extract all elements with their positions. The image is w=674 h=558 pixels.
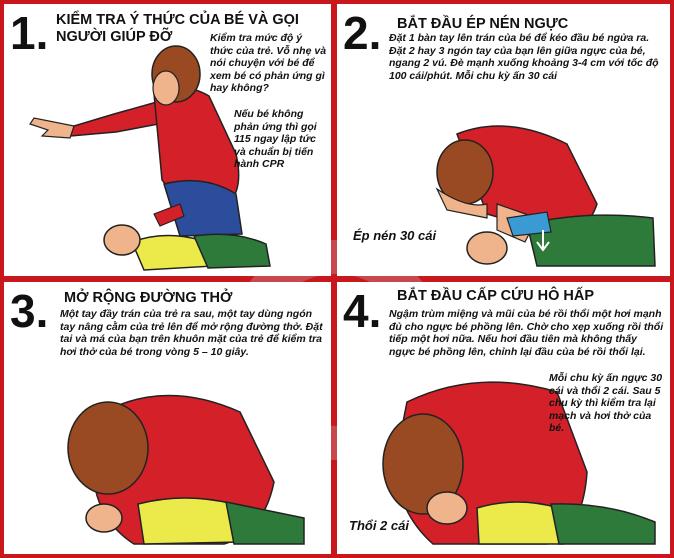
step-2-caption: Ép nén 30 cái [353,228,437,243]
step-4-text-a: Ngậm trùm miệng và mũi của bé rồi thổi một hơi mạnh đủ cho ngực bé phồng lên. Chờ cho xẹp xuống rồi thổi tiếp một hơi nữa. Nếu hơi đầu tiên mà không thấy ngực bé phồng lên, chỉnh lại đầu của bé rồi thổi lại. [389,308,664,358]
step-4-text-b: Mỗi chu kỳ ấn ngực 30 cái và thổi 2 cái. Sau 5 chu kỳ thì kiểm tra lại mạch và hơi thở của bé. [549,372,663,435]
step-4-number: 4. [343,285,382,337]
step-2-text-a: Đặt 1 bàn tay lên trán của bé để kéo đầu bé ngửa ra. Đặt 2 hay 3 ngón tay của bạn lên giữa ngực của bé, ngang 2 vú. Đè mạnh xuống khoảng 3-4 cm với tốc độ 100 cái/phút. Mỗi chu kỳ ấn 30 cái [389,32,659,82]
step-2-title: BẮT ĐẦU ÉP NÉN NGỰC [397,16,569,32]
step-3-text-a: Một tay đầy trán của trẻ ra sau, một tay dùng ngón tay nâng cằm của trẻ lên để mở rộng đường thở. Đặt tai và má của bạn trên khuôn mặt của trẻ để kiểm tra hơi thở của bé trong vòng 5 – 10 giây. [60,308,323,358]
step-1-number: 1. [10,7,49,59]
step-3-title: MỞ RỘNG ĐƯỜNG THỞ [64,290,233,306]
step-2-panel [337,4,670,276]
step-3-panel [4,282,331,554]
step-1-text-a: Kiểm tra mức độ ý thức của trẻ. Vỗ nhẹ và nói chuyện với bé để xem bé có phản ứng gì hay không? [210,32,327,95]
step-3-number: 3. [10,285,49,337]
step-1-title: KIỂM TRA Ý THỨC CỦA BÉ VÀ GỌI NGƯỜI GIÚP ĐỠ [56,12,299,45]
step-4-caption: Thổi 2 cái [349,518,409,533]
step-2-number: 2. [343,7,382,59]
step-1-panel [4,4,331,276]
step-4-panel [337,282,670,554]
step-1-text-b: Nếu bé không phản ứng thì gọi 115 ngay lập tức và chuẩn bị tiến hành CPR [234,108,317,171]
step-4-title: BẮT ĐẦU CẤP CỨU HÔ HẤP [397,288,595,304]
